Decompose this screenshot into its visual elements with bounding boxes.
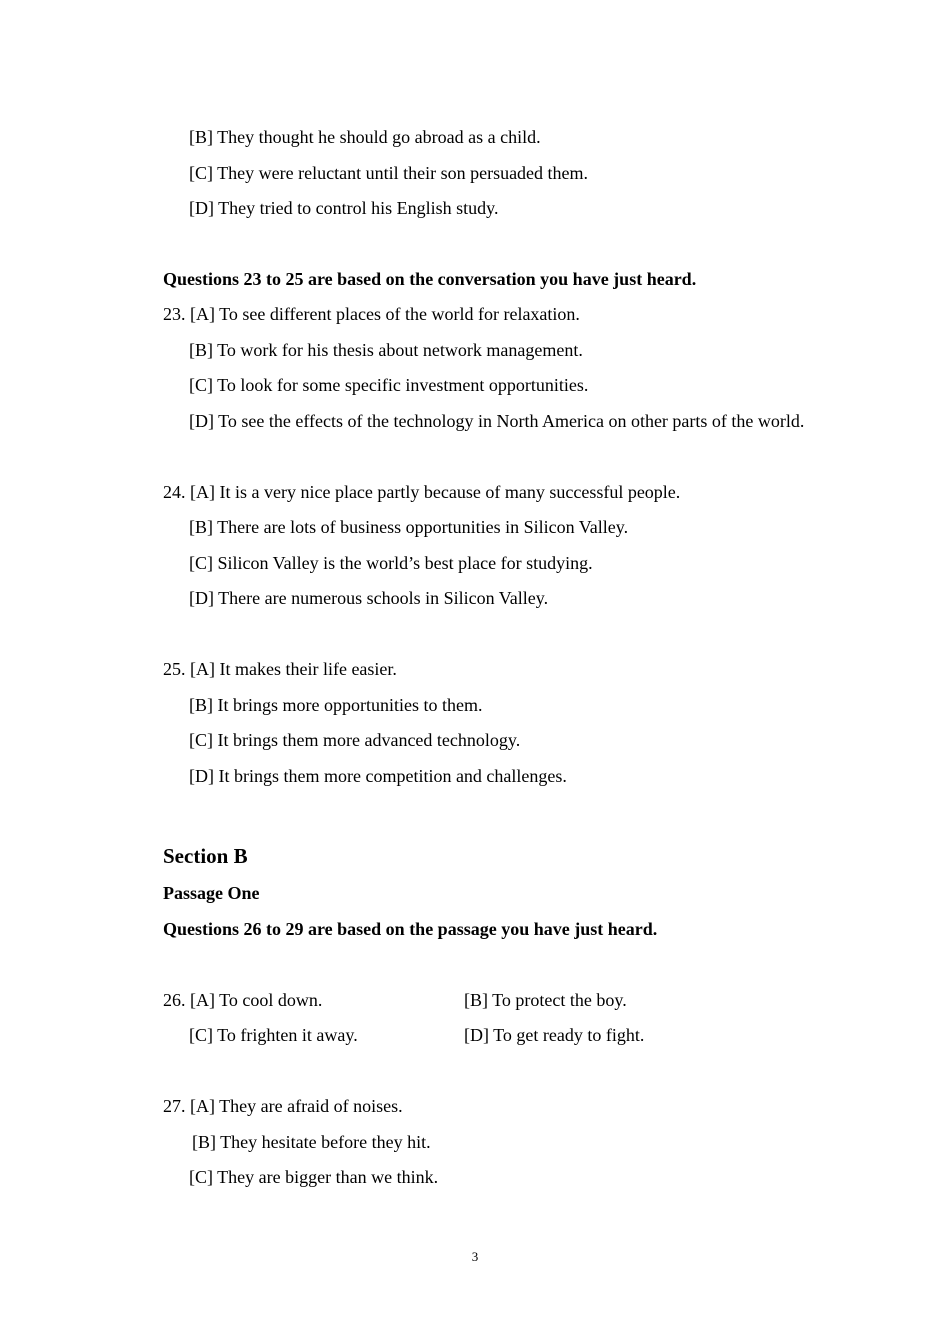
page-number: 3 [471,1249,479,1264]
q23-option-b: [B] To work for his thesis about network management. [189,340,583,360]
q24-option-a: 24. [A] It is a very nice place partly because of many successful people. [163,482,681,502]
q23-option-c: [C] To look for some specific investment opportunities. [189,375,589,395]
q24-option-d: [D] There are numerous schools in Silicon Valley. [189,588,549,608]
q25-option-a: 25. [A] It makes their life easier. [163,659,397,679]
q23-option-d: [D] To see the effects of the technology in North America on other parts of the world. [189,411,805,431]
q27-option-b: [B] They hesitate before they hit. [192,1132,431,1152]
q23-option-a: 23. [A] To see different places of the world for relaxation. [163,304,580,324]
q27-option-a: 27. [A] They are afraid of noises. [163,1096,403,1116]
passage-title: Passage One [163,883,260,903]
q24-option-b: [B] There are lots of business opportunities in Silicon Valley. [189,517,629,537]
q26-29-instruction: Questions 26 to 29 are based on the passage you have just heard. [163,919,658,939]
q25-option-c: [C] It brings them more advanced technology. [189,730,521,750]
q24-option-c: [C] Silicon Valley is the world’s best place for studying. [189,553,593,573]
q25-option-d: [D] It brings them more competition and challenges. [189,766,567,786]
q23-25-instruction: Questions 23 to 25 are based on the conversation you have just heard. [163,269,697,289]
q27-option-c: [C] They are bigger than we think. [189,1167,439,1187]
q26-option-c: [C] To frighten it away. [189,1025,358,1045]
q26-option-d: [D] To get ready to fight. [464,1025,645,1045]
q22-option-c: [C] They were reluctant until their son persuaded them. [189,163,589,183]
q26-option-b: [B] To protect the boy. [464,990,627,1010]
q22-option-b: [B] They thought he should go abroad as a child. [189,127,541,147]
section-title: Section B [163,844,248,868]
q25-option-b: [B] It brings more opportunities to them. [189,695,483,715]
q26-option-a: 26. [A] To cool down. [163,990,323,1010]
q22-option-d: [D] They tried to control his English study. [189,198,499,218]
